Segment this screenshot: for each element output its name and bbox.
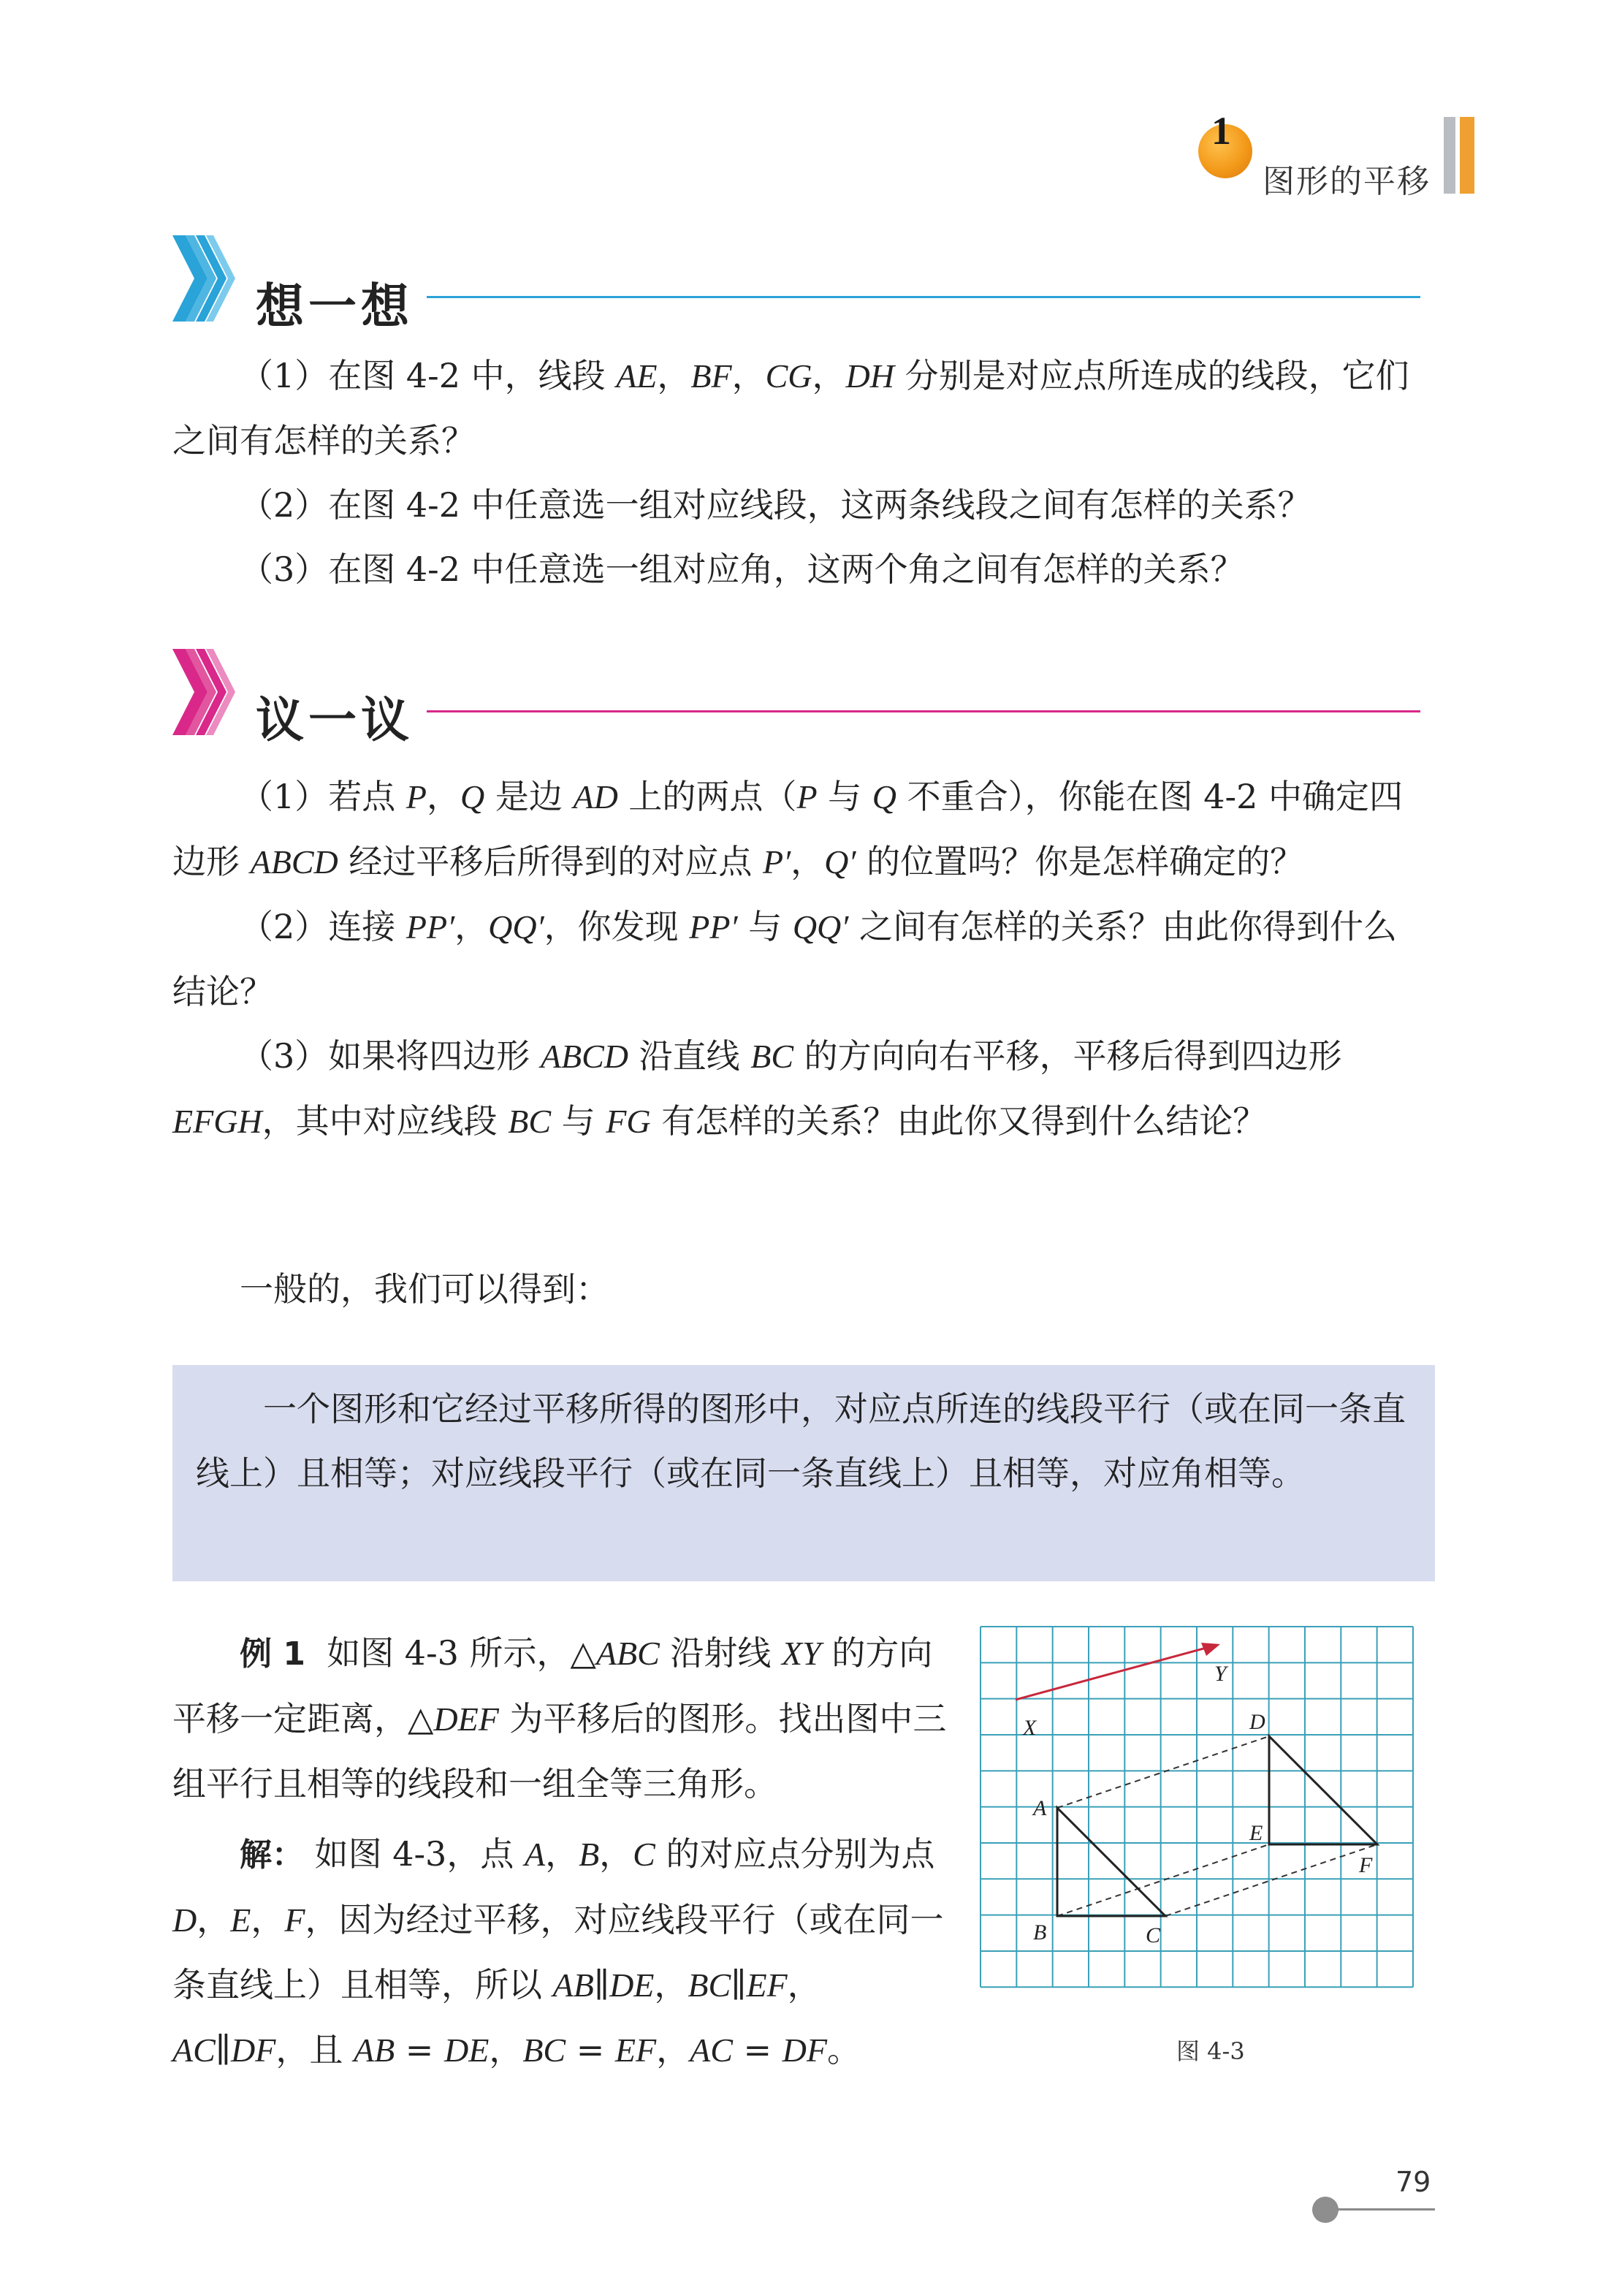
chevron-arrows-icon: [172, 649, 245, 735]
triangle-ABC: [1057, 1808, 1165, 1916]
label-D: D: [1249, 1710, 1265, 1734]
discuss-item-2: （2）连接 PP′，QQ′，你发现 PP′ 与 QQ′ 之间有怎样的关系？由此你得到什么结论？: [172, 907, 1397, 1011]
label-B: B: [1033, 1920, 1047, 1945]
section1-questions: [172, 343, 1422, 601]
question-3: （3）在图 4-2 中任意选一组对应角，这两个角之间有怎样的关系？: [240, 550, 1244, 589]
example-solution: 解： 如图 4-3，点 A，B，C 的对应点分别为点 D，E，F，因为经过平移，对应线段平行（或在同一条直线上）且相等，所以 AB∥DE，BC∥EF，AC∥DF，且 AB = DE，BC = EF，AC = DF。: [172, 1834, 944, 2069]
example-block: [172, 1621, 947, 2083]
label-E: E: [1249, 1821, 1263, 1845]
chapter-number: 1: [1211, 109, 1231, 153]
chapter-number-badge: [1198, 109, 1252, 178]
label-Y: Y: [1214, 1662, 1227, 1686]
question-1: （1）在图 4-2 中，线段 AE，BF，CG，DH 分别是对应点所连成的线段，它们之间有怎样的关系？: [172, 356, 1409, 460]
triangle-DEF: [1269, 1736, 1377, 1844]
section-title-discuss: 议一议: [256, 691, 414, 748]
general-intro: [172, 1257, 1422, 1321]
ray-XY: [1016, 1646, 1211, 1700]
page-dot: [1312, 2197, 1339, 2223]
label-A: A: [1033, 1796, 1047, 1820]
section-divider: [427, 296, 1420, 298]
page-number: 79: [1396, 2166, 1431, 2198]
arrow-head-icon: [1201, 1643, 1220, 1656]
discuss-item-1: （1）若点 P，Q 是边 AD 上的两点（P 与 Q 不重合），你能在图 4-2 中确定四边形 ABCD 经过平移后所得到的对应点 P′，Q′ 的位置吗？你是怎样确定的？: [172, 777, 1403, 881]
chevron-arrows-icon: [172, 235, 245, 322]
figure-caption: 图 4-3: [1176, 2037, 1245, 2065]
label-F: F: [1359, 1853, 1373, 1877]
label-C: C: [1146, 1923, 1161, 1947]
chapter-title: 图形的平移: [1263, 163, 1431, 200]
general-intro-text: 一般的，我们可以得到：: [240, 1269, 609, 1309]
triangles: [1057, 1736, 1377, 1916]
question-2: （2）在图 4-2 中任意选一组对应线段，这两条线段之间有怎样的关系？: [240, 485, 1311, 525]
label-X: X: [1023, 1716, 1037, 1740]
solution-label: 解：: [240, 1836, 304, 1874]
header-bar-orange: [1460, 117, 1474, 194]
dashed-lines: [1057, 1736, 1377, 1916]
conclusion-text: [196, 1377, 1420, 1505]
section-divider: [427, 710, 1420, 712]
section-title-think: 想一想: [256, 278, 414, 335]
example-label: 例 1: [240, 1635, 305, 1673]
page-line: [1337, 2208, 1435, 2211]
section2-questions: [172, 764, 1422, 1154]
conclusion-body: 一个图形和它经过平移所得的图形中，对应点所连的线段平行（或在同一条直线上）且相等；对应线段平行（或在同一条直线上）且相等，对应角相等。: [196, 1389, 1406, 1493]
header-bar-gray: [1444, 117, 1455, 194]
discuss-item-3: （3）如果将四边形 ABCD 沿直线 BC 的方向向右平移，平移后得到四边形 EFGH，其中对应线段 BC 与 FG 有怎样的关系？由此你又得到什么结论？: [172, 1036, 1342, 1141]
example-problem: 例 1 如图 4-3 所示，△ABC 沿射线 XY 的方向平移一定距离，△DEF 为平移后的图形。找出图中三组平行且相等的线段和一组全等三角形。: [172, 1633, 947, 1803]
figure-4-3: [979, 1624, 1432, 1996]
